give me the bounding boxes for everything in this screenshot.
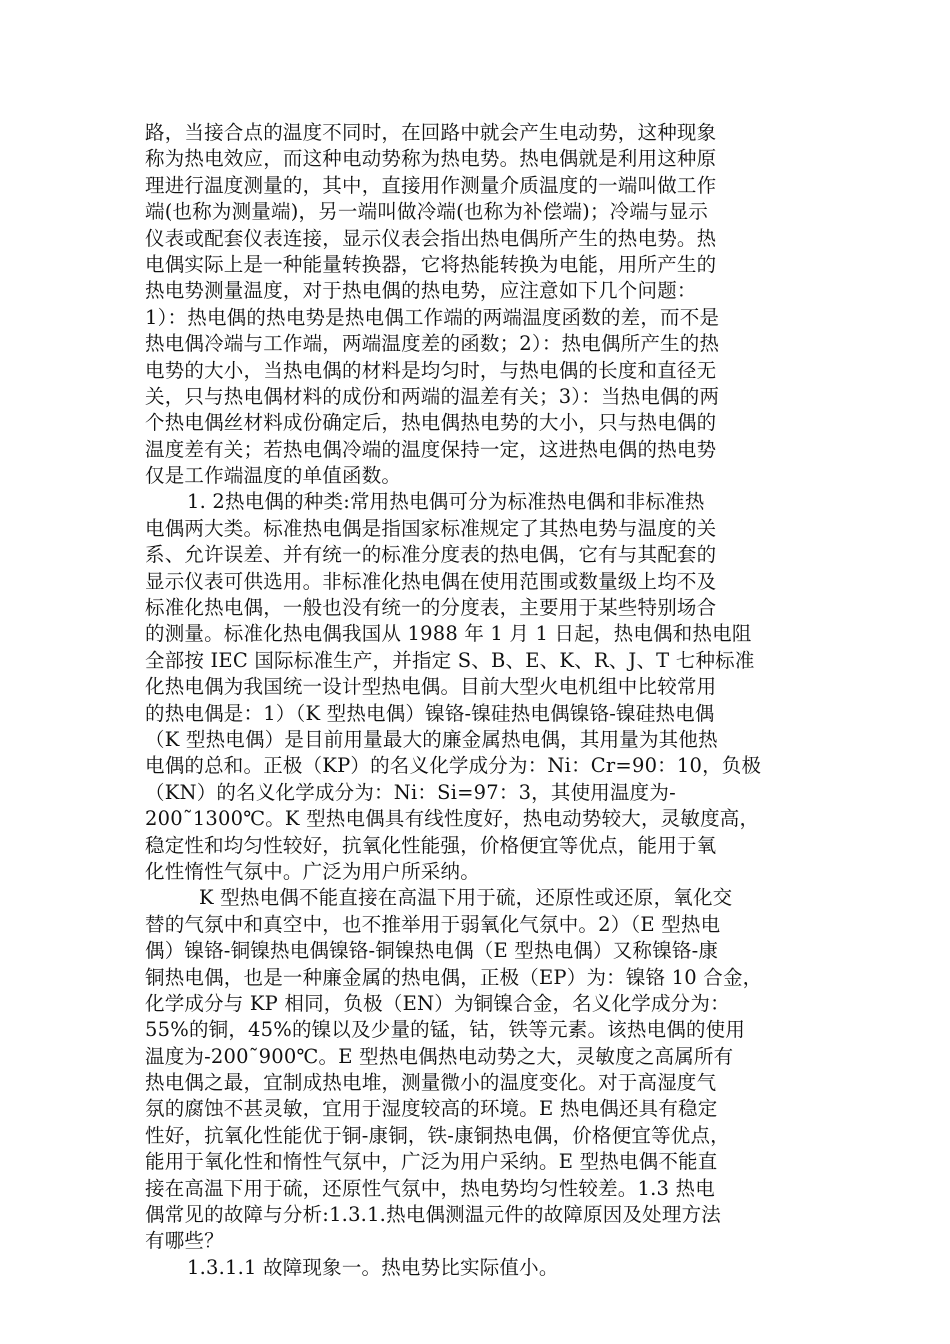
- text-line: 热电势测量温度，对于热电偶的热电势，应注意如下几个问题：: [145, 279, 697, 303]
- text-line: 端(也称为测量端)，另一端叫做冷端(也称为补偿端)；冷端与显示: [145, 200, 709, 224]
- paragraph-start-line: K 型热电偶不能直接在高温下用于硫，还原性或还原，氧化交: [199, 886, 733, 910]
- text-line: 55%的铜，45%的镍以及少量的锰，钴，铁等元素。该热电偶的使用: [145, 1018, 746, 1042]
- text-line: 化学成分与 KP 相同，负极（EN）为铜镍合金，名义化学成分为：: [145, 991, 730, 1015]
- text-line: 电偶实际上是一种能量转换器，它将热能转换为电能，用所产生的: [145, 252, 717, 276]
- text-line: 热电偶之最，宜制成热电堆，测量微小的温度变化。对于高湿度气: [145, 1071, 717, 1095]
- text-line: 偶）镍铬-铜镍热电偶镍铬-铜镍热电偶（E 型热电偶）又称镍铬-康: [145, 939, 719, 963]
- text-line: 替的气氛中和真空中，也不推举用于弱氧化气氛中。2）（E 型热电: [145, 912, 721, 936]
- text-line: 稳定性和均匀性较好，抗氧化性能强，价格便宜等优点，能用于氧: [145, 833, 717, 857]
- text-line: 温度差有关；若热电偶冷端的温度保持一定，这进热电偶的热电势: [145, 437, 717, 461]
- text-line: 的测量。标准化热电偶我国从 1988 年 1 月 1 日起，热电偶和热电阻: [145, 622, 752, 646]
- text-line: 200˜1300℃。K 型热电偶具有线性度好，热电动势较大，灵敏度高，: [145, 807, 760, 831]
- text-line: （KN）的名义化学成分为：Ni：Si=97：3，其使用温度为-: [145, 780, 676, 804]
- text-line: 系、允许误差、并有统一的标准分度表的热电偶，它有与其配套的: [145, 543, 717, 567]
- subsection-heading-line: 1.3.1.1 故障现象一。热电势比实际值小。: [187, 1255, 559, 1279]
- text-line: 热电偶冷端与工作端，两端温度差的函数；2）：热电偶所产生的热: [145, 332, 720, 356]
- text-line: 1）：热电偶的热电势是热电偶工作端的两端温度函数的差，而不是: [145, 305, 720, 329]
- document-body: [145, 120, 810, 1281]
- section-heading-line: 1. 2热电偶的种类:常用热电偶可分为标准热电偶和非标准热: [187, 490, 705, 514]
- text-line: 称为热电效应，而这种电动势称为热电势。热电偶就是利用这种原: [145, 147, 717, 171]
- text-line: 能用于氧化性和惰性气氛中，广泛为用户采纳。E 型热电偶不能直: [145, 1150, 718, 1174]
- text-line: 电势的大小，当热电偶的材料是均匀时，与热电偶的长度和直径无: [145, 358, 717, 382]
- text-line: 理进行温度测量的，其中，直接用作测量介质温度的一端叫做工作: [145, 173, 717, 197]
- text-line: 电偶的总和。正极（KP）的名义化学成分为：Ni：Cr=90：10，负极: [145, 754, 762, 778]
- text-line: 化热电偶为我国统一设计型热电偶。目前大型火电机组中比较常用: [145, 675, 717, 699]
- text-line: 铜热电偶，也是一种廉金属的热电偶，正极（EP）为：镍铬 10 合金，: [145, 965, 763, 989]
- text-line: 仪表或配套仪表连接，显示仪表会指出热电偶所产生的热电势。热: [145, 226, 717, 250]
- text-line: 温度为-200˜900℃。E 型热电偶热电动势之大，灵敏度之高属所有: [145, 1044, 734, 1068]
- text-line: 偶常见的故障与分析:1.3.1.热电偶测温元件的故障原因及处理方法: [145, 1203, 721, 1227]
- text-line: （K 型热电偶）是目前用量最大的廉金属热电偶，其用量为其他热: [145, 727, 718, 751]
- text-line: 仅是工作端温度的单值函数。: [145, 464, 402, 488]
- text-line: 显示仪表可供选用。非标准化热电偶在使用范围或数量级上均不及: [145, 569, 717, 593]
- text-line: 电偶两大类。标准热电偶是指国家标准规定了其热电势与温度的关: [145, 516, 717, 540]
- text-line: 标准化热电偶，一般也没有统一的分度表，主要用于某些特别场合: [145, 596, 717, 620]
- text-line: 的热电偶是：1）（K 型热电偶）镍铬-镍硅热电偶镍铬-镍硅热电偶: [145, 701, 715, 725]
- text-line: 接在高温下用于硫，还原性气氛中，热电势均匀性较差。1.3 热电: [145, 1176, 715, 1200]
- text-line: 路，当接合点的温度不同时，在回路中就会产生电动势，这种现象: [145, 121, 717, 144]
- text-line: 氛的腐蚀不甚灵敏，宜用于湿度较高的环境。E 热电偶还具有稳定: [145, 1097, 718, 1121]
- text-line: 关，只与热电偶材料的成份和两端的温差有关；3）：当热电偶的两: [145, 384, 720, 408]
- text-line: 有哪些？: [145, 1229, 224, 1253]
- text-line: 化性惰性气氛中。广泛为用户所采纳。: [145, 859, 480, 883]
- text-line: 全部按 IEC 国际标准生产，并指定 S、B、E、K、R、J、T 七种标准: [145, 648, 755, 672]
- text-line: 个热电偶丝材料成份确定后，热电偶热电势的大小，只与热电偶的: [145, 411, 717, 435]
- text-line: 性好，抗氧化性能优于铜-康铜，铁-康铜热电偶，价格便宜等优点，: [145, 1123, 730, 1147]
